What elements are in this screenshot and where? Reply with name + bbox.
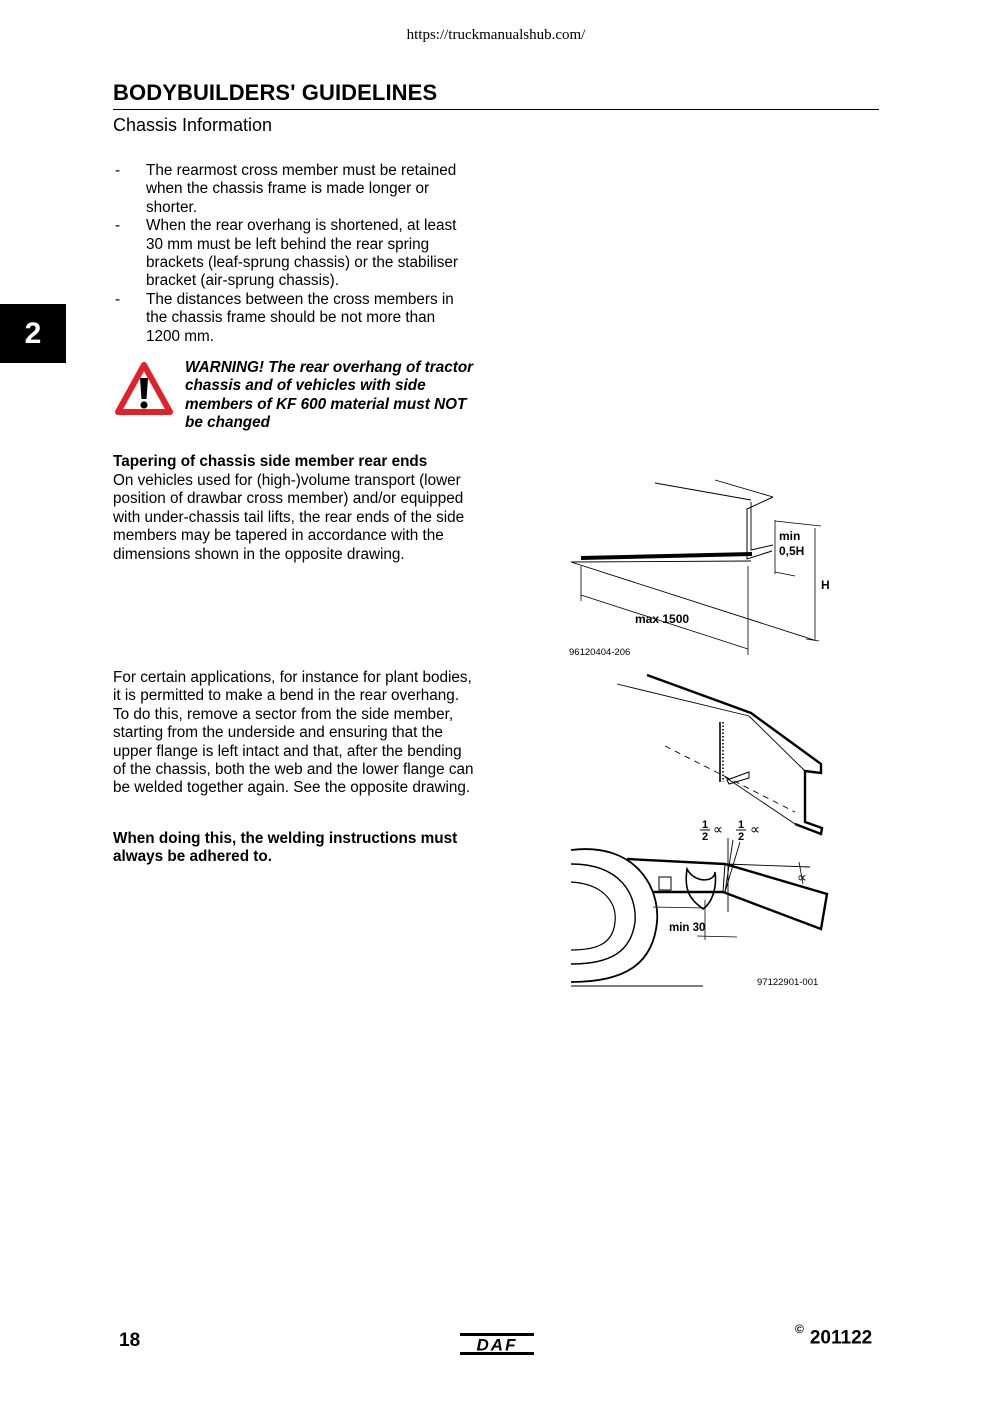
fraction-numerator: 1 <box>738 819 745 831</box>
bending-diagram <box>565 672 835 992</box>
bullet-dash: - <box>115 290 121 308</box>
list-item <box>113 291 473 346</box>
welding-note: When doing this, the welding instructions must always be adhered to. <box>113 830 458 866</box>
fraction-denominator: 2 <box>702 831 709 843</box>
title-rule <box>113 109 879 110</box>
alpha-symbol: ∝ <box>750 821 761 837</box>
bending-paragraph: For certain applications, for instance for plant bodies, it is permitted to make a bend in the rear overhang. To do this, remove a sector from the side member, starting from the underside and ensuring that the upper flange is left intact and that, after the bending of the chassis, both the web and the lower flange can be welded together again. See the opposite drawing. <box>113 669 474 797</box>
bullet-text: When the rear overhang is shortened, at least 30 mm must be left behind the rear spring brackets (leaf-sprung chassis) or the stabiliser bracket (air-sprung chassis). <box>146 217 459 290</box>
copyright-symbol: © <box>795 1322 804 1336</box>
h-label: H <box>821 578 830 592</box>
tapering-diagram <box>565 475 835 661</box>
chapter-tab <box>0 304 66 363</box>
figure-code: 96120404-206 <box>569 647 631 658</box>
min-distance-label: min 30 <box>669 922 706 934</box>
warning-text: WARNING! The rear overhang of tractor chassis and of vehicles with side members of KF 600 material must NOT be changed <box>185 359 474 432</box>
page-subtitle: Chassis Information <box>113 115 273 135</box>
min-label: min <box>779 529 801 543</box>
fraction-numerator: 1 <box>702 819 709 831</box>
figure-code: 97122901-001 <box>757 977 819 988</box>
svg-text:DAF: DAF <box>476 1335 518 1355</box>
page-title: BODYBUILDERS' GUIDELINES <box>113 80 438 105</box>
bullet-text: The rearmost cross member must be retained when the chassis frame is made longer or shorter. <box>146 162 457 216</box>
chapter-number: 2 <box>24 316 42 350</box>
alpha-symbol: ∝ <box>797 869 808 885</box>
site-url[interactable]: https://truckmanualshub.com/ <box>406 27 586 43</box>
bullet-dash: - <box>115 162 121 179</box>
tapering-paragraph: On vehicles used for (high-)volume transport (lower position of drawbar cross member) and/or equipped with under-chassis tail lifts, the rear ends of the side members may be tapered in accordance with the dimensions shown in the opposite drawing. <box>113 472 465 563</box>
list-item <box>113 162 473 217</box>
alpha-symbol: ∝ <box>713 821 724 837</box>
max-length-label: max 1500 <box>635 612 690 626</box>
list-item <box>113 217 473 291</box>
page-number: 18 <box>119 1330 141 1351</box>
fraction-denominator: 2 <box>738 831 745 843</box>
document-code <box>795 1322 873 1349</box>
warning-triangle-icon <box>113 360 175 418</box>
bullet-dash: - <box>115 217 121 235</box>
section-heading: Tapering of chassis side member rear ends <box>113 453 428 470</box>
bullet-text: The distances between the cross members in the chassis frame should be not more than 1200 mm. <box>146 290 454 345</box>
bullet-list <box>113 162 473 346</box>
document-code-number: 201122 <box>809 1327 873 1349</box>
daf-logo <box>460 1333 534 1355</box>
half-h-label: 0,5H <box>779 544 805 558</box>
